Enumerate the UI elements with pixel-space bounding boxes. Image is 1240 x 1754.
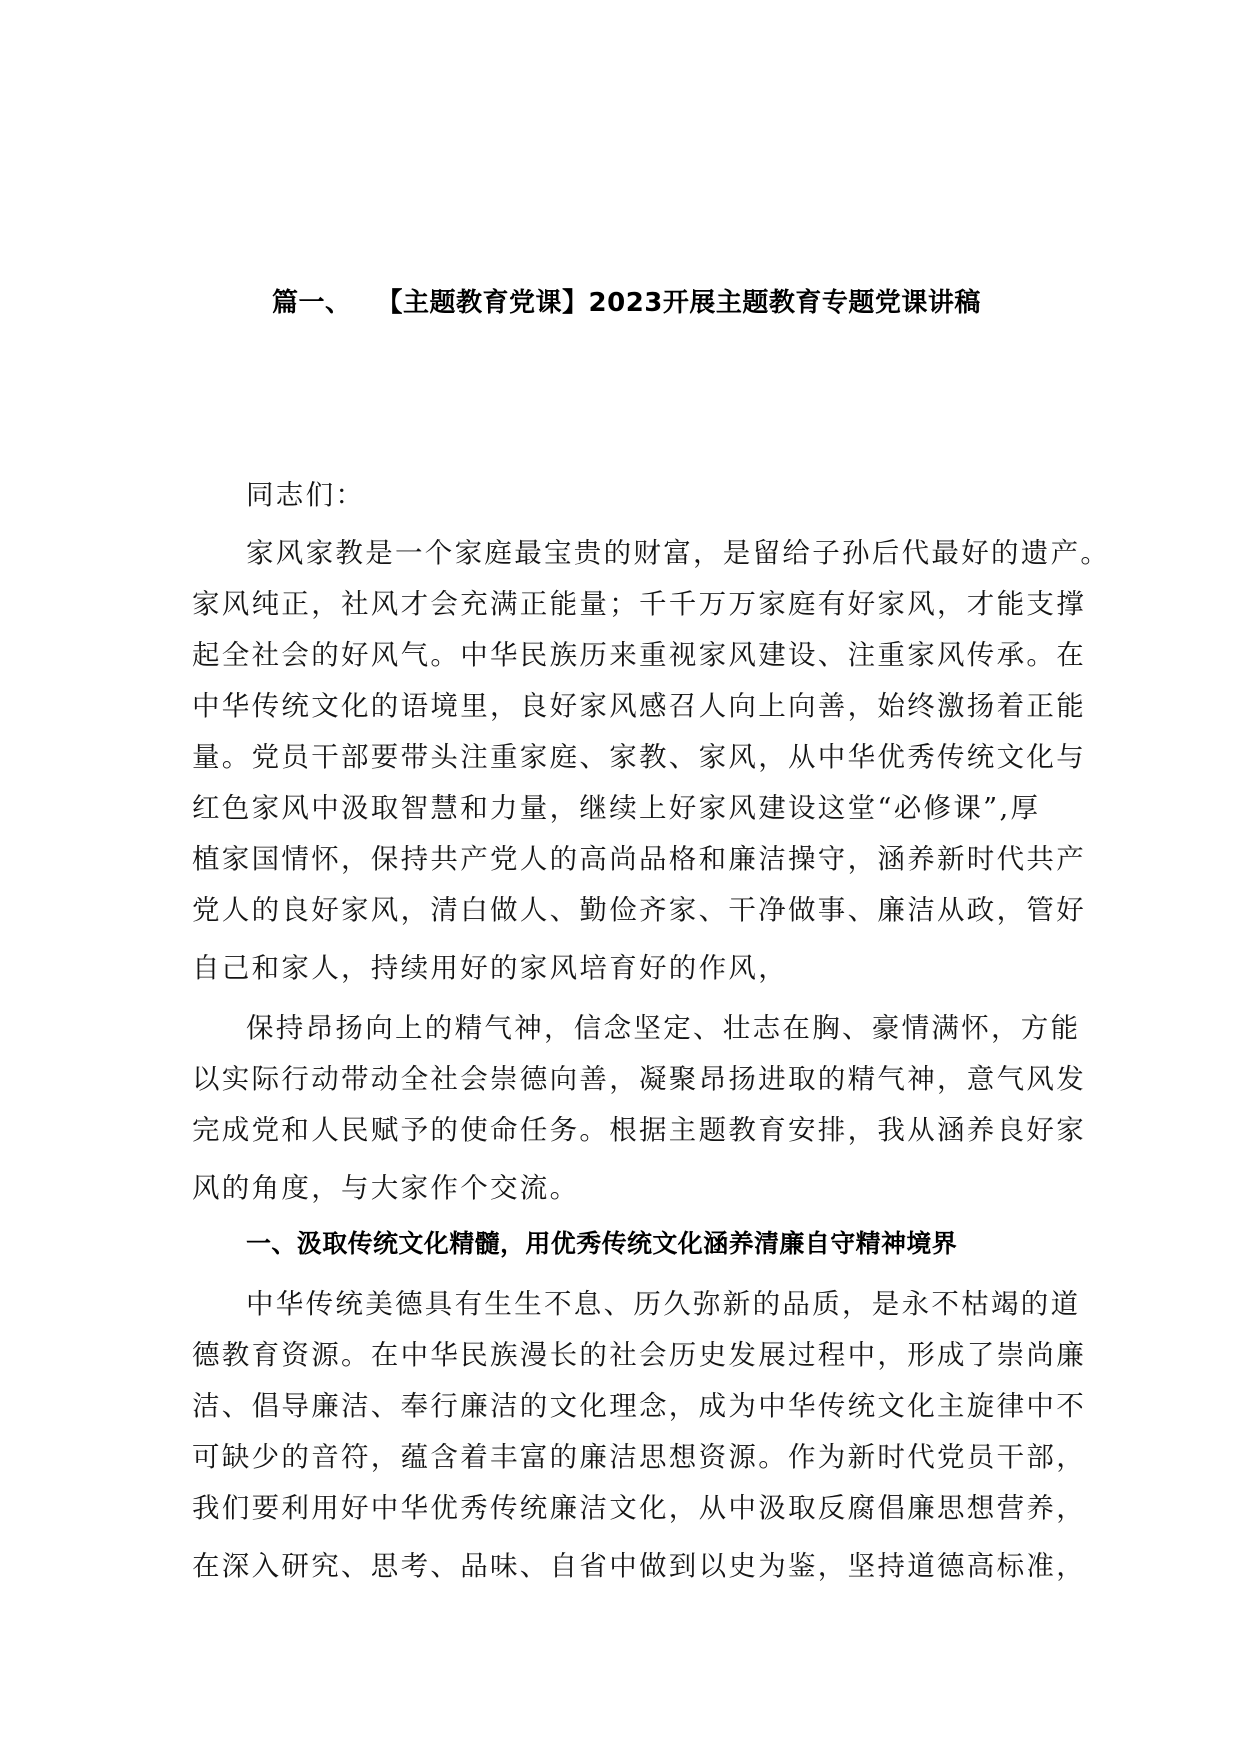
paragraph-line: 植家国情怀，保持共产党人的高尚品格和廉洁操守，涵养新时代共产 <box>192 843 1086 875</box>
document-title <box>272 282 1072 319</box>
paragraph-line: 家风家教是一个家庭最宝贵的财富，是留给子孙后代最好的遗产。 <box>246 537 1111 569</box>
paragraph-line: 自己和家人，持续用好的家风培育好的作风， <box>192 952 788 984</box>
title-main: 【主题教育党课】2023开展主题教育专题党课讲稿 <box>389 288 981 318</box>
paragraph-line: 起全社会的好风气。中华民族历来重视家风建设、注重家风传承。在 <box>192 639 1086 671</box>
paragraph-line: 德教育资源。在中华民族漫长的社会历史发展过程中，形成了崇尚廉 <box>192 1339 1086 1371</box>
paragraph-line: 以实际行动带动全社会崇德向善，凝聚昂扬进取的精气神，意气风发 <box>192 1063 1086 1095</box>
paragraph-line: 可缺少的音符，蕴含着丰富的廉洁思想资源。作为新时代党员干部， <box>192 1441 1086 1473</box>
paragraph-line: 红色家风中汲取智慧和力量，继续上好家风建设这堂“必修课”,厚 <box>192 792 1041 824</box>
title-prefix: 篇一、 <box>272 288 352 318</box>
paragraph-line: 风的角度，与大家作个交流。 <box>192 1172 580 1204</box>
paragraph-line: 家风纯正，社风才会充满正能量；千千万万家庭有好家风，才能支撑 <box>192 588 1086 620</box>
paragraph-line: 在深入研究、思考、品味、自省中做到以史为鉴，坚持道德高标准， <box>192 1550 1086 1582</box>
paragraph-line: 完成党和人民赋予的使命任务。根据主题教育安排，我从涵养良好家 <box>192 1114 1086 1146</box>
paragraph-line: 量。党员干部要带头注重家庭、家教、家风，从中华优秀传统文化与 <box>192 741 1086 773</box>
paragraph-line: 党人的良好家风，清白做人、勤俭齐家、干净做事、廉洁从政，管好 <box>192 894 1086 926</box>
paragraph-line: 我们要利用好中华优秀传统廉洁文化，从中汲取反腐倡廉思想营养， <box>192 1492 1086 1524</box>
paragraph-line: 中华传统文化的语境里，良好家风感召人向上向善，始终激扬着正能 <box>192 690 1086 722</box>
paragraph-line: 中华传统美德具有生生不息、历久弥新的品质，是永不枯竭的道 <box>246 1288 1081 1320</box>
paragraph-line: 洁、倡导廉洁、奉行廉洁的文化理念，成为中华传统文化主旋律中不 <box>192 1390 1086 1422</box>
paragraph-line: 保持昂扬向上的精气神，信念坚定、壮志在胸、豪情满怀，方能 <box>246 1012 1081 1044</box>
section-heading: 一、汲取传统文化精髓，用优秀传统文化涵养清廉自守精神境界 <box>246 1229 958 1258</box>
salutation: 同志们： <box>246 479 366 511</box>
